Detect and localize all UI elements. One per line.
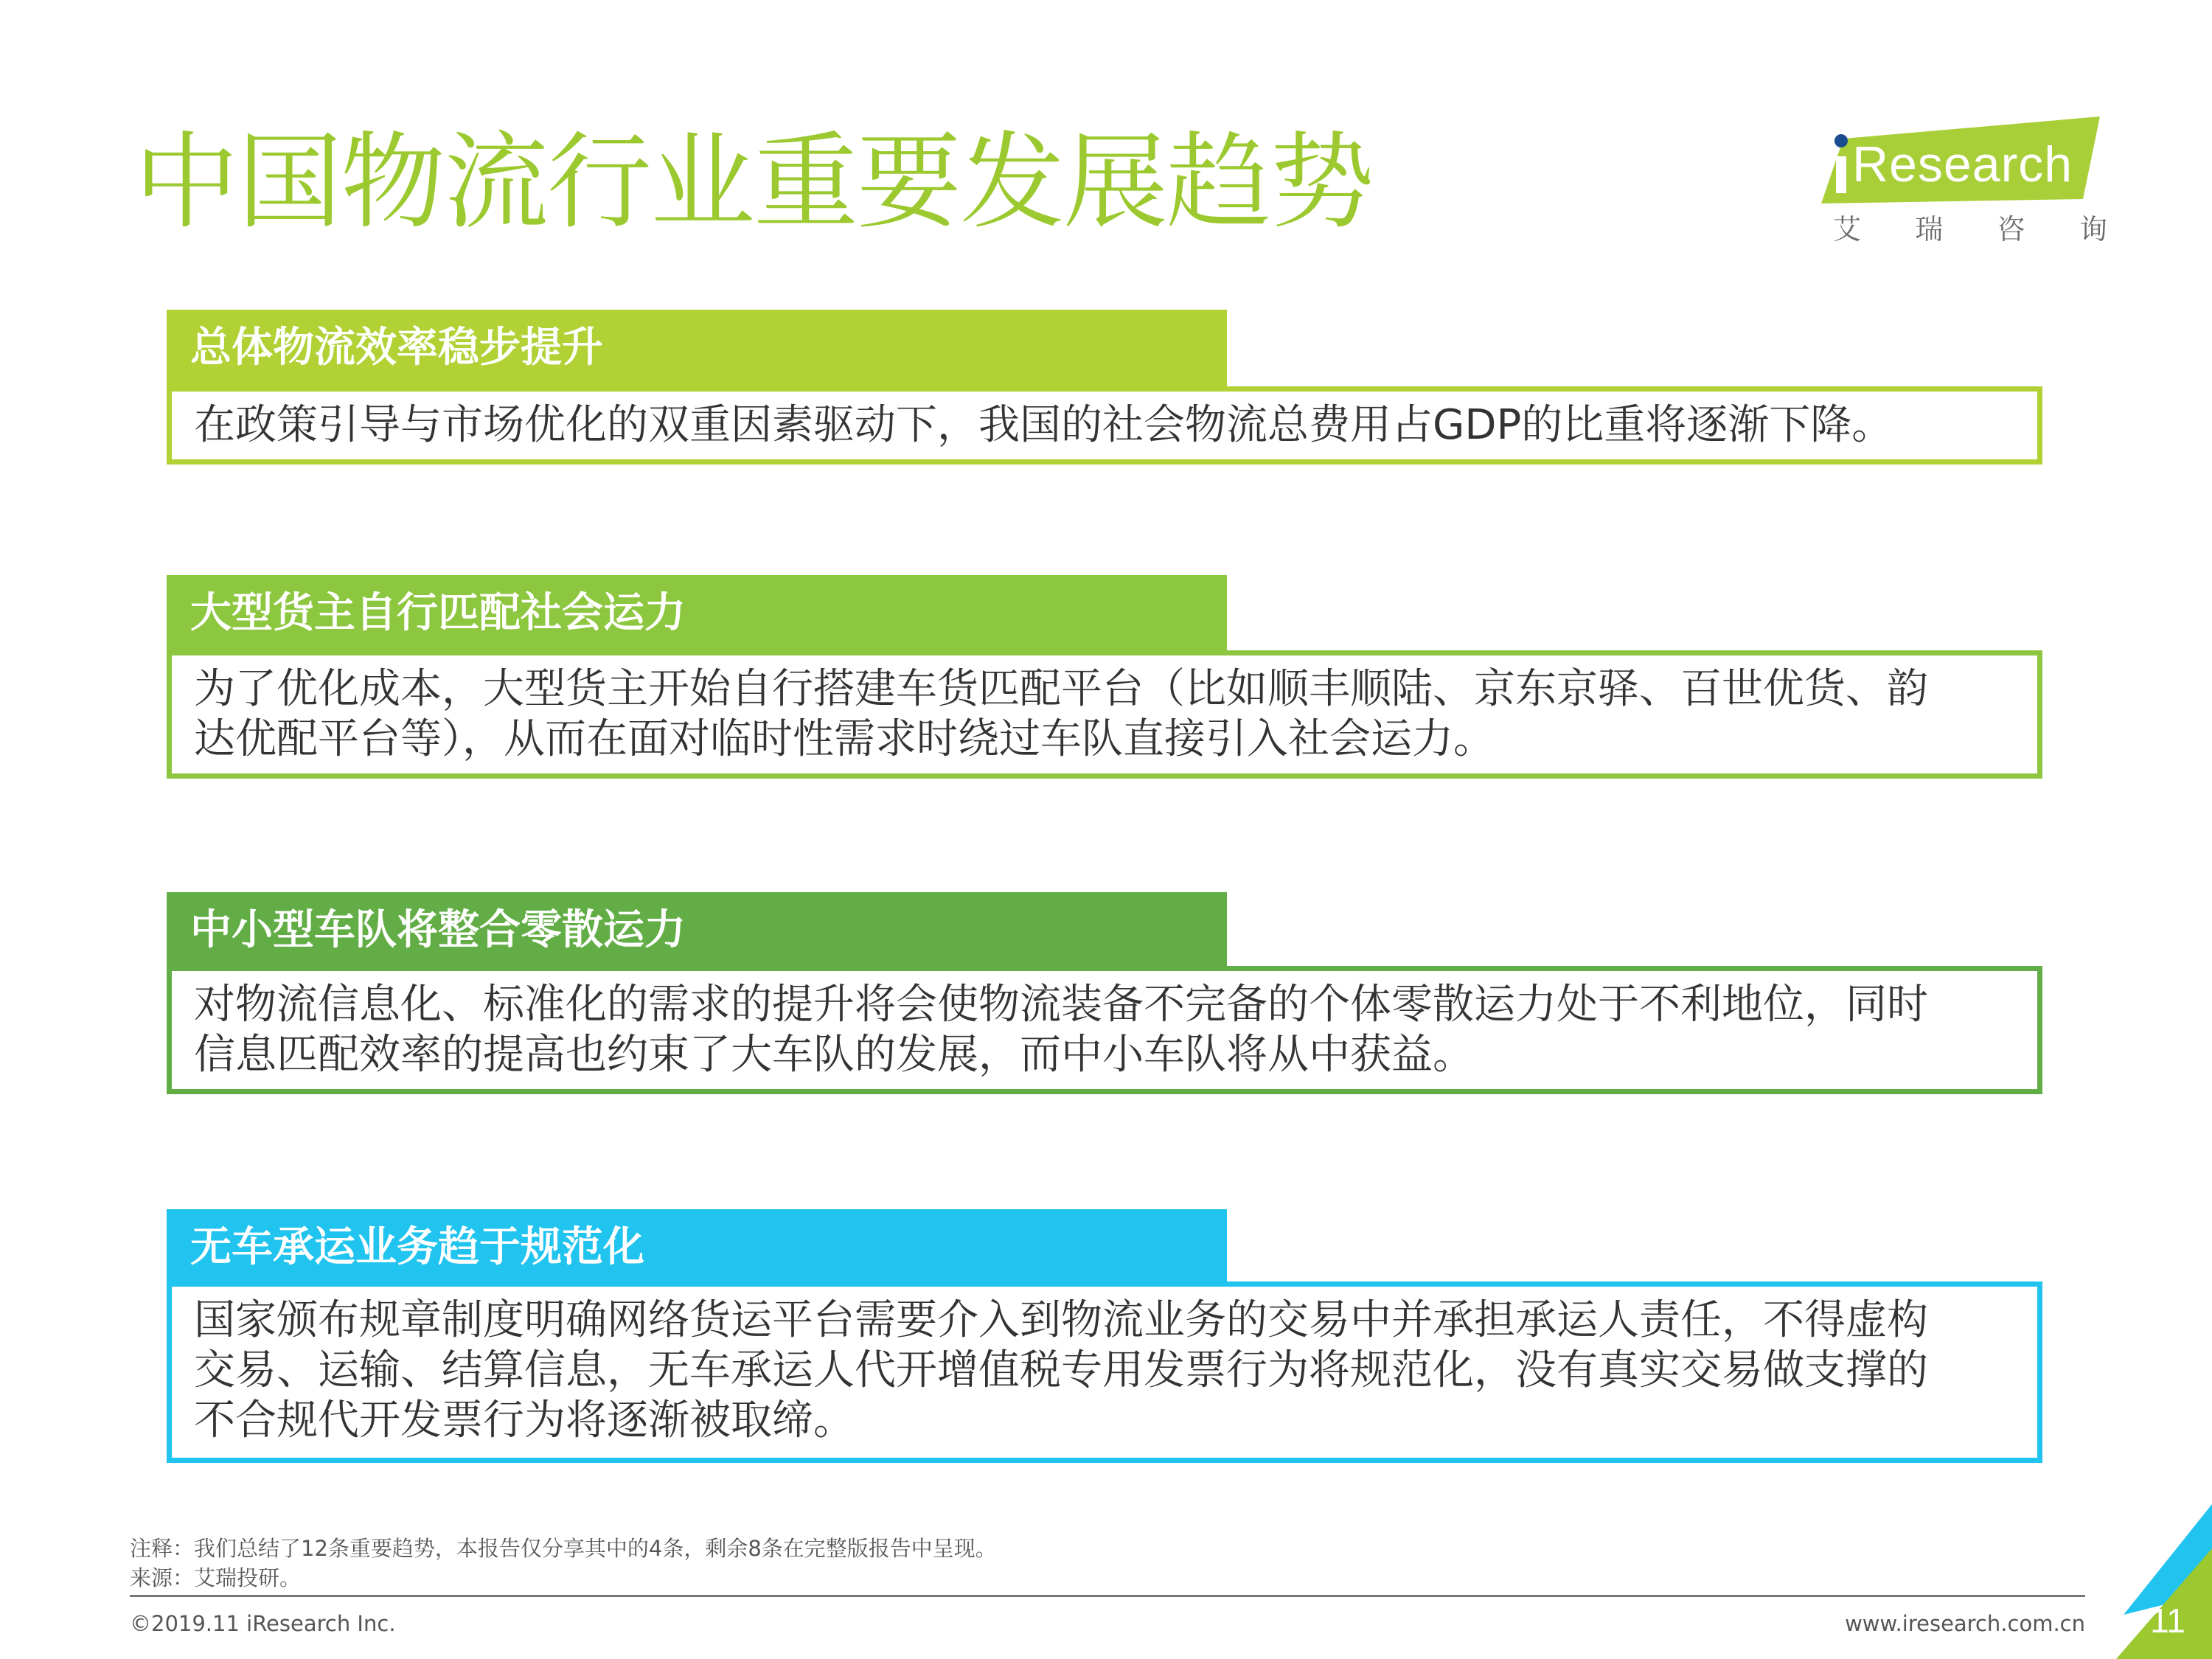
logo-char: 询 [2079, 213, 2107, 246]
logo-i-mark [1834, 134, 1849, 193]
page-title: 中国物流行业重要发展趋势 [134, 122, 1373, 243]
trend-heading: 大型货主自行匹配社会运力 [167, 575, 1227, 652]
trend-heading: 总体物流效率稳步提升 [167, 310, 1227, 386]
logo-char: 咨 [1997, 213, 2025, 246]
trend-line: 在政策引导与市场优化的双重因素驱动下，我国的社会物流总费用占GDP的比重将逐渐下降。 [194, 401, 1893, 449]
trend-description [167, 966, 2042, 1094]
trend-description [167, 650, 2042, 779]
page-number: 11 [2150, 1601, 2185, 1640]
footnote [130, 1534, 997, 1593]
logo-char: 艾 [1833, 213, 1862, 246]
copyright: ©2019.11 iResearch Inc. [130, 1611, 396, 1636]
trend-heading: 无车承运业务趋于规范化 [167, 1209, 1227, 1286]
footnote-note: 注释：我们总结了12条重要趋势，本报告仅分享其中的4条，剩余8条在完整版报告中呈现。 [130, 1536, 997, 1561]
trend-line: 对物流信息化、标准化的需求的提升将会使物流装备不完备的个体零散运力处于不利地位，同时 [194, 981, 1928, 1029]
trend-line: 达优配平台等），从而在面对临时性需求时绕过车队直接引入社会运力。 [194, 715, 1495, 763]
trend-description [167, 1281, 2042, 1463]
footer-divider [130, 1595, 2085, 1597]
website-link[interactable]: www.iresearch.com.cn [1845, 1611, 2085, 1636]
trend-line: 国家颁布规章制度明确网络货运平台需要介入到物流业务的交易中并承担承运人责任，不得虚构 [194, 1296, 1928, 1344]
logo-char: 瑞 [1915, 213, 1944, 246]
trend-description [167, 386, 2042, 465]
logo-chinese-name [1833, 211, 2107, 248]
trend-line: 交易、运输、结算信息，无车承运人代开增值税专用发票行为将规范化，没有真实交易做支撑的 [194, 1346, 1928, 1394]
trend-heading: 中小型车队将整合零散运力 [167, 892, 1227, 969]
trend-line: 不合规代开发票行为将逐渐被取缔。 [194, 1397, 855, 1444]
logo-brand-text: Research [1852, 136, 2073, 192]
trend-line: 为了优化成本，大型货主开始自行搭建车货匹配平台（比如顺丰顺陆、京东京驿、百世优货、韵 [194, 665, 1928, 713]
trend-line: 信息匹配效率的提高也约束了大车队的发展，而中小车队将从中获益。 [194, 1031, 1474, 1079]
footnote-source: 来源：艾瑞投研。 [130, 1565, 302, 1590]
iresearch-logo [1821, 116, 2107, 257]
